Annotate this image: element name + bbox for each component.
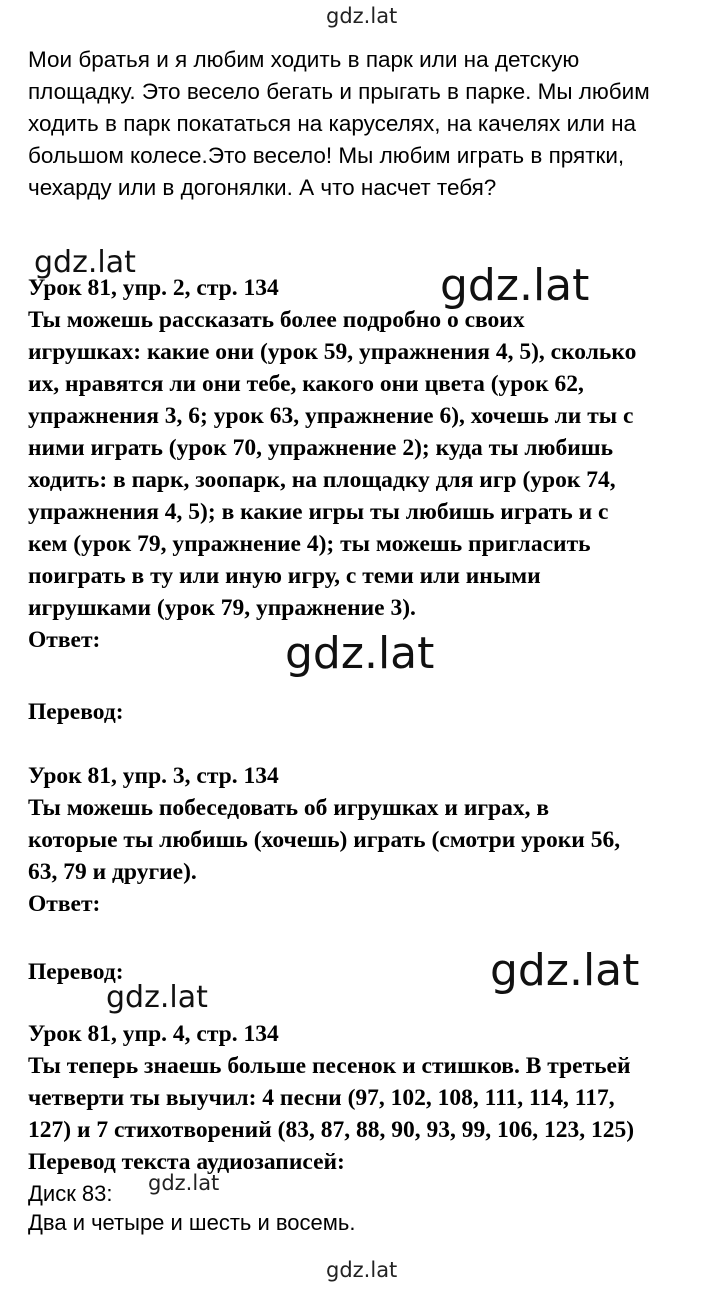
text-line: ходить: в парк, зоопарк, на площадку для игр (урок 74, bbox=[28, 467, 616, 493]
watermark: gdz.lat bbox=[285, 628, 435, 679]
text-line: Ты теперь знаешь больше песенок и стишков. В третьей bbox=[28, 1053, 631, 1079]
text-line: Перевод текста аудиозаписей: bbox=[28, 1149, 345, 1175]
watermark: gdz.lat bbox=[490, 945, 640, 996]
exercise-heading: Урок 81, упр. 3, стр. 134 bbox=[28, 763, 279, 789]
text-line: ними играть (урок 70, упражнение 2); куда ты любишь bbox=[28, 435, 614, 461]
text-line: большом колесе.Это весело! Мы любим играть в прятки, bbox=[28, 143, 625, 168]
intro-paragraph bbox=[28, 44, 708, 204]
watermark: gdz.lat bbox=[148, 1171, 220, 1195]
text-line: 63, 79 и другие). bbox=[28, 859, 197, 885]
text-line: кем (урок 79, упражнение 4); ты можешь пригласить bbox=[28, 531, 591, 557]
answer-label: Ответ: bbox=[28, 891, 101, 917]
watermark: gdz.lat bbox=[34, 245, 136, 280]
text-line: Ты можешь рассказать более подробно о своих bbox=[28, 307, 525, 333]
translation-label: Перевод: bbox=[28, 959, 124, 985]
exercise-heading: Урок 81, упр. 4, стр. 134 bbox=[28, 1021, 279, 1047]
exercise-2 bbox=[28, 272, 718, 656]
watermark-top: gdz.lat bbox=[326, 4, 398, 28]
text-line: четверти ты выучил: 4 песни (97, 102, 108, 111, 114, 117, bbox=[28, 1085, 615, 1111]
text-line: площадку. Это весело бегать и прыгать в парке. Мы любим bbox=[28, 79, 650, 104]
disk-line: Два и четыре и шесть и восемь. bbox=[28, 1210, 356, 1235]
text-line: Мои братья и я любим ходить в парк или на детскую bbox=[28, 47, 580, 72]
text-line: 127) и 7 стихотворений (83, 87, 88, 90, 93, 99, 106, 123, 125) bbox=[28, 1117, 635, 1143]
text-line: поиграть в ту или иную игру, с теми или иными bbox=[28, 563, 541, 589]
disk-label: Диск 83: bbox=[28, 1181, 113, 1206]
text-line: чехарду или в догонялки. А что насчет тебя? bbox=[28, 175, 497, 200]
translation-label: Перевод: bbox=[28, 699, 124, 725]
exercise-4 bbox=[28, 1018, 718, 1178]
exercise-heading: Урок 81, упр. 2, стр. 134 bbox=[28, 275, 279, 301]
watermark-bottom: gdz.lat bbox=[326, 1258, 398, 1282]
text-line: Ты можешь побеседовать об игрушках и играх, в bbox=[28, 795, 550, 821]
exercise-3 bbox=[28, 760, 718, 920]
text-line: игрушках: какие они (урок 59, упражнения 4, 5), сколько bbox=[28, 339, 637, 365]
watermark: gdz.lat bbox=[106, 980, 208, 1015]
text-line: игрушками (урок 79, упражнение 3). bbox=[28, 595, 416, 621]
text-line: упражнения 3, 6; урок 63, упражнение 6), хочешь ли ты с bbox=[28, 403, 634, 429]
watermark: gdz.lat bbox=[440, 260, 590, 311]
text-line: их, нравятся ли они тебе, какого они цвета (урок 62, bbox=[28, 371, 584, 397]
text-line: упражнения 4, 5); в какие игры ты любишь играть и с bbox=[28, 499, 609, 525]
text-line: ходить в парк покататься на каруселях, на качелях или на bbox=[28, 111, 637, 136]
text-line: которые ты любишь (хочешь) играть (смотри уроки 56, bbox=[28, 827, 621, 853]
answer-label: Ответ: bbox=[28, 627, 101, 653]
